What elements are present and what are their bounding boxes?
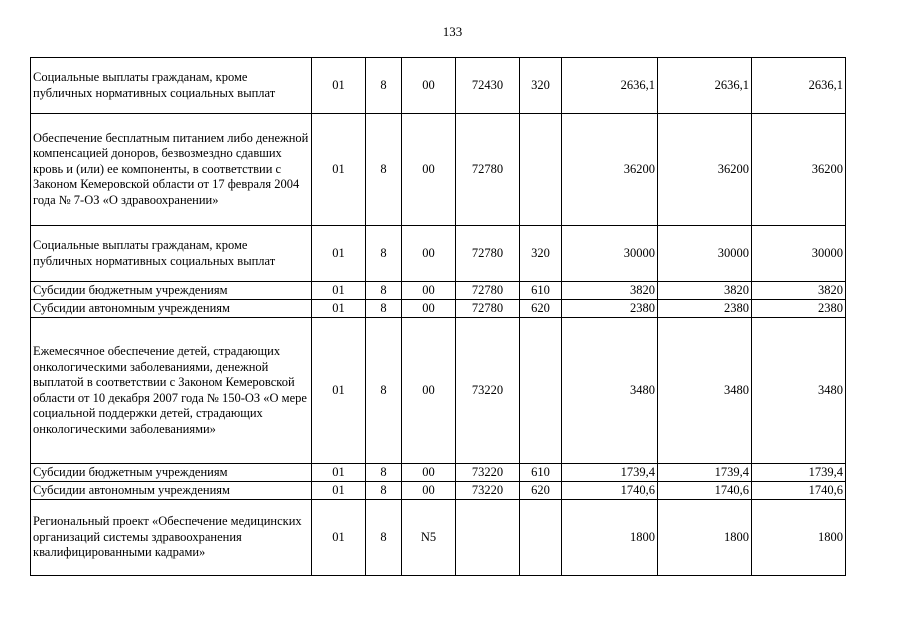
table-row <box>31 482 846 500</box>
row-code-2: 8 <box>366 114 402 226</box>
row-amount-3: 3480 <box>752 318 846 464</box>
row-code-3: 00 <box>402 464 456 482</box>
row-code-3: 00 <box>402 58 456 114</box>
row-code-4: 72430 <box>456 58 520 114</box>
budget-table <box>30 57 846 576</box>
row-amount-1: 1800 <box>562 500 658 576</box>
table-row <box>31 300 846 318</box>
row-code-5: 610 <box>520 464 562 482</box>
row-amount-3: 1800 <box>752 500 846 576</box>
row-code-2: 8 <box>366 300 402 318</box>
row-code-4: 72780 <box>456 114 520 226</box>
row-amount-3: 30000 <box>752 226 846 282</box>
row-code-2: 8 <box>366 500 402 576</box>
row-code-1: 01 <box>312 318 366 464</box>
row-code-2: 8 <box>366 226 402 282</box>
row-amount-1: 2636,1 <box>562 58 658 114</box>
row-code-4 <box>456 500 520 576</box>
row-code-4: 72780 <box>456 226 520 282</box>
row-amount-3: 1740,6 <box>752 482 846 500</box>
row-amount-3: 1739,4 <box>752 464 846 482</box>
row-amount-2: 2636,1 <box>658 58 752 114</box>
row-amount-1: 2380 <box>562 300 658 318</box>
row-amount-2: 30000 <box>658 226 752 282</box>
row-amount-3: 2380 <box>752 300 846 318</box>
row-code-4: 73220 <box>456 482 520 500</box>
row-code-5: 610 <box>520 282 562 300</box>
row-amount-2: 36200 <box>658 114 752 226</box>
row-code-2: 8 <box>366 318 402 464</box>
row-amount-2: 3480 <box>658 318 752 464</box>
row-amount-3: 3820 <box>752 282 846 300</box>
table-row <box>31 464 846 482</box>
table-row <box>31 114 846 226</box>
row-code-2: 8 <box>366 58 402 114</box>
row-code-5 <box>520 318 562 464</box>
row-amount-2: 1740,6 <box>658 482 752 500</box>
row-code-1: 01 <box>312 300 366 318</box>
row-amount-2: 3820 <box>658 282 752 300</box>
row-code-3: 00 <box>402 318 456 464</box>
row-code-3: 00 <box>402 282 456 300</box>
row-code-3: N5 <box>402 500 456 576</box>
row-name: Обеспечение бесплатным питанием либо денежной компенсацией доноров, безвозмездно сдавших кровь и (или) ее компоненты, в соответствии с Законом Кемеровской области от 17 февраля 2004 года № 7-ОЗ «О здравоохранении» <box>31 114 312 226</box>
row-code-3: 00 <box>402 300 456 318</box>
row-amount-3: 36200 <box>752 114 846 226</box>
row-code-2: 8 <box>366 482 402 500</box>
row-code-1: 01 <box>312 282 366 300</box>
row-name: Субсидии бюджетным учреждениям <box>31 282 312 300</box>
row-amount-2: 1800 <box>658 500 752 576</box>
row-code-4: 72780 <box>456 300 520 318</box>
row-name: Субсидии автономным учреждениям <box>31 482 312 500</box>
row-code-5: 320 <box>520 226 562 282</box>
row-code-3: 00 <box>402 114 456 226</box>
row-name: Социальные выплаты гражданам, кроме публичных нормативных социальных выплат <box>31 58 312 114</box>
row-amount-3: 2636,1 <box>752 58 846 114</box>
row-name: Субсидии бюджетным учреждениям <box>31 464 312 482</box>
table-row <box>31 226 846 282</box>
row-code-3: 00 <box>402 482 456 500</box>
row-code-2: 8 <box>366 282 402 300</box>
row-amount-1: 3820 <box>562 282 658 300</box>
row-amount-1: 30000 <box>562 226 658 282</box>
row-code-5: 620 <box>520 300 562 318</box>
row-amount-2: 1739,4 <box>658 464 752 482</box>
row-code-4: 72780 <box>456 282 520 300</box>
row-code-1: 01 <box>312 500 366 576</box>
row-code-1: 01 <box>312 58 366 114</box>
row-code-5: 620 <box>520 482 562 500</box>
row-amount-1: 36200 <box>562 114 658 226</box>
row-code-1: 01 <box>312 464 366 482</box>
row-code-1: 01 <box>312 226 366 282</box>
row-code-5 <box>520 500 562 576</box>
row-amount-1: 3480 <box>562 318 658 464</box>
row-name: Субсидии автономным учреждениям <box>31 300 312 318</box>
table-row <box>31 58 846 114</box>
row-name: Социальные выплаты гражданам, кроме публичных нормативных социальных выплат <box>31 226 312 282</box>
row-code-3: 00 <box>402 226 456 282</box>
row-code-2: 8 <box>366 464 402 482</box>
row-code-1: 01 <box>312 114 366 226</box>
row-name: Региональный проект «Обеспечение медицинских организаций системы здравоохранения квалифицированными кадрами» <box>31 500 312 576</box>
row-code-5: 320 <box>520 58 562 114</box>
row-name: Ежемесячное обеспечение детей, страдающих онкологическими заболеваниями, денежной выплатой в соответствии с Законом Кемеровской области от 10 декабря 2007 года № 150-ОЗ «О мере социальной поддержки детей, страдающих онкологическими заболеваниями» <box>31 318 312 464</box>
row-amount-2: 2380 <box>658 300 752 318</box>
row-code-4: 73220 <box>456 464 520 482</box>
row-code-4: 73220 <box>456 318 520 464</box>
row-code-1: 01 <box>312 482 366 500</box>
row-code-5 <box>520 114 562 226</box>
table-row <box>31 500 846 576</box>
row-amount-1: 1739,4 <box>562 464 658 482</box>
table-row <box>31 282 846 300</box>
page-number: 133 <box>442 24 463 39</box>
table-row <box>31 318 846 464</box>
row-amount-1: 1740,6 <box>562 482 658 500</box>
